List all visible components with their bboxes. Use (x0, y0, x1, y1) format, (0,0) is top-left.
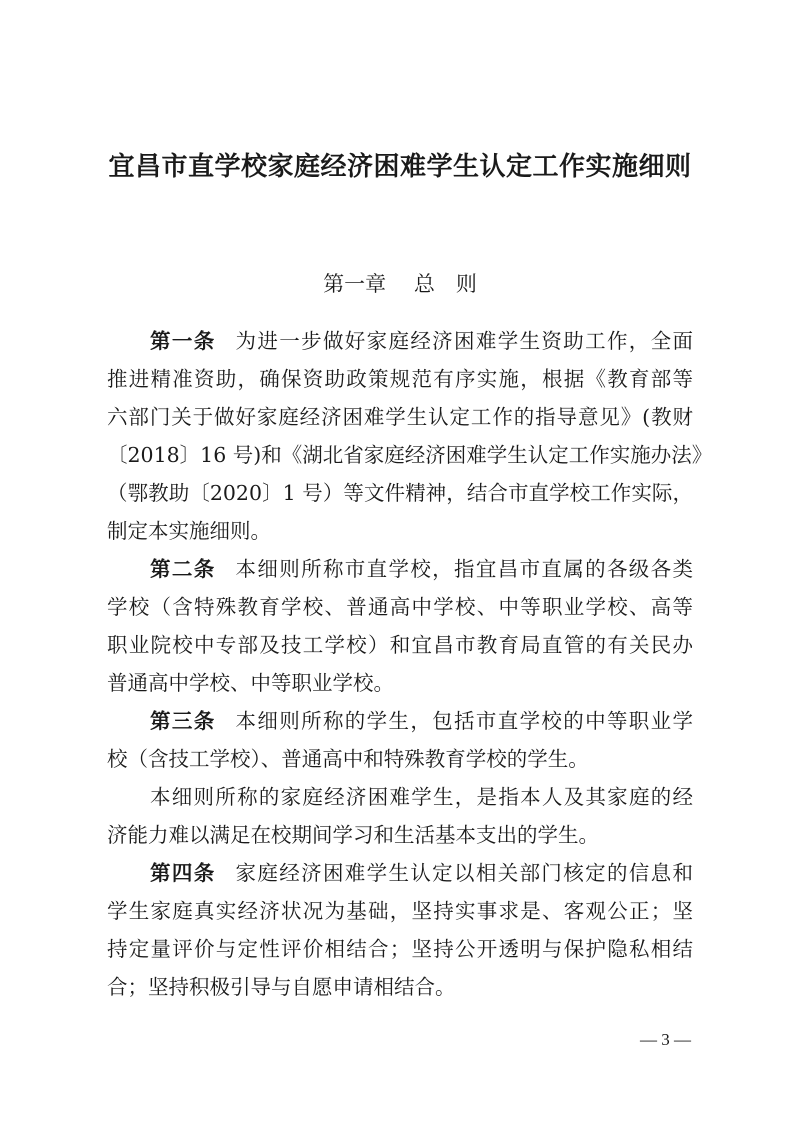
text: 为进一步做好家庭经济困难学生资助工作，全面 (235, 329, 694, 353)
article-1-line-2: 推进精准资助，确保资助政策规范有序实施，根据《教育部等 (107, 367, 693, 391)
article-2-line-2: 学校（含特殊教育学校、普通高中学校、中等职业学校、高等 (107, 595, 693, 619)
article-3-line-2: 校（含技工学校）、普通高中和特殊教育学校的学生。 (107, 747, 589, 771)
text: 家庭经济困难学生认定以相关部门核定的信息和 (235, 861, 694, 885)
article-2-line-3: 职业院校中专部及技工学校）和宜昌市教育局直管的有关民办 (107, 633, 693, 657)
article-4-line-4: 合；坚持积极引导与自愿申请相结合。 (107, 975, 456, 999)
article-4-line-1 (150, 859, 693, 887)
article-4-line-2: 学生家庭真实经济状况为基础，坚持实事求是、客观公正；坚 (107, 899, 693, 923)
article-4-line-3: 持定量评价与定性评价相结合；坚持公开透明与保护隐私相结 (107, 937, 693, 961)
document-title: 宜昌市直学校家庭经济困难学生认定工作实施细则 (108, 152, 692, 182)
article-2-line-4: 普通高中学校、中等职业学校。 (107, 671, 394, 695)
article-label: 第三条 (150, 709, 216, 733)
page-number: — 3 — (640, 1030, 691, 1049)
article-3-line-1 (150, 707, 693, 735)
article-1-line-1 (150, 327, 693, 355)
article-1-line-4: 〔2018〕16 号)和《湖北省家庭经济困难学生认定工作实施办法》 (107, 443, 713, 467)
article-label: 第二条 (150, 557, 216, 581)
article-label: 第一条 (150, 329, 216, 353)
article-1-line-5: （鄂教助〔2020〕1 号）等文件精神，结合市直学校工作实际， (107, 481, 693, 505)
article-label: 第四条 (150, 861, 216, 885)
paragraph-line-1: 本细则所称的家庭经济困难学生，是指本人及其家庭的经 (150, 785, 693, 809)
article-1-line-6: 制定本实施细则。 (107, 519, 271, 543)
article-2-line-1 (150, 555, 693, 583)
paragraph-line-2: 济能力难以满足在校期间学习和生活基本支出的学生。 (107, 823, 599, 847)
chapter-heading: 第一章 总 则 (323, 272, 477, 296)
text: 本细则所称的学生，包括市直学校的中等职业学 (235, 709, 694, 733)
article-1-line-3: 六部门关于做好家庭经济困难学生认定工作的指导意见》(教财 (107, 405, 693, 429)
text: 本细则所称市直学校，指宜昌市直属的各级各类 (235, 557, 694, 581)
